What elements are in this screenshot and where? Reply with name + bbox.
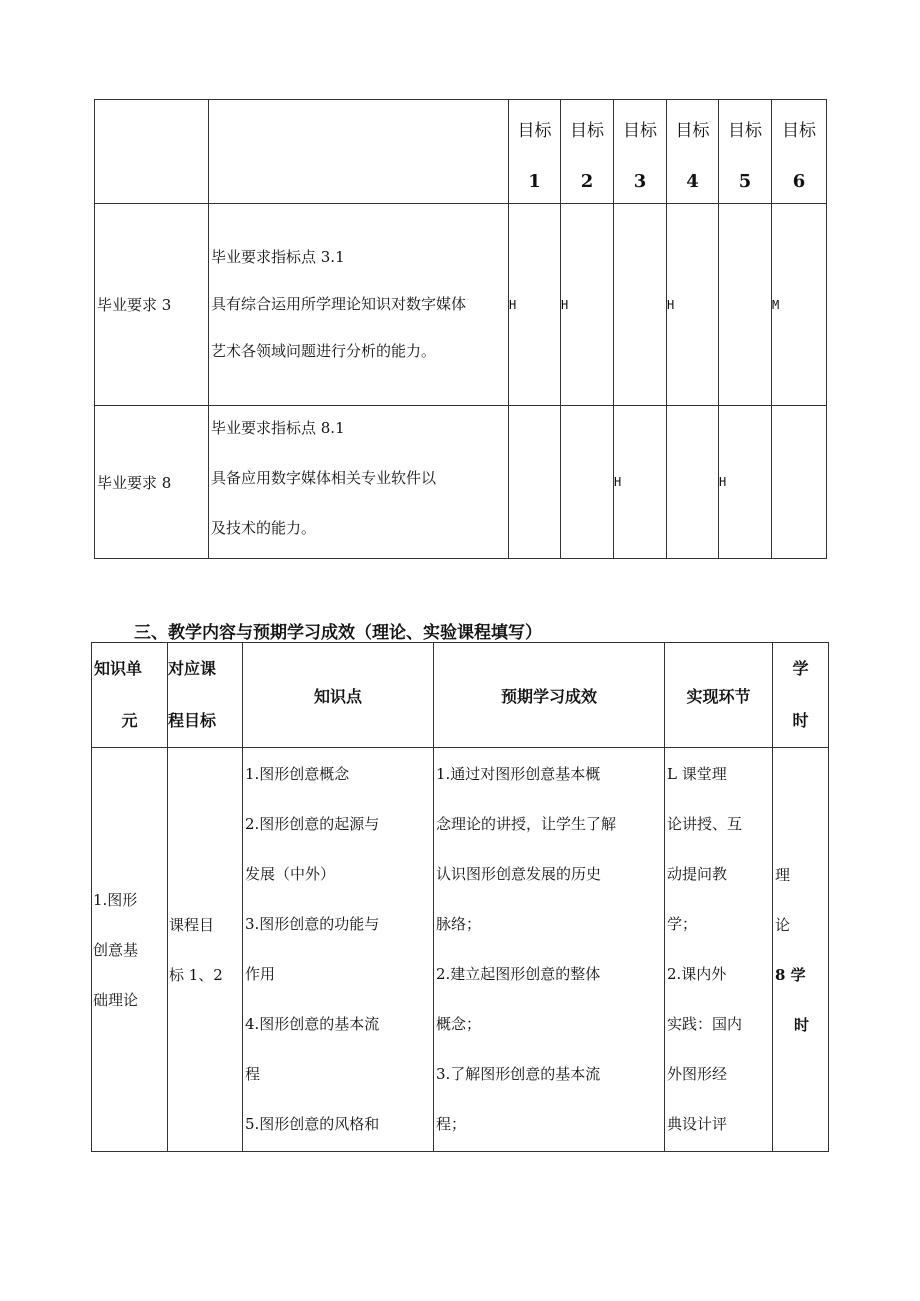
implementation-cell: L 课堂理 论讲授、互 动提问教 学； 2.课内外 实践：国内 外图形经 典设计评 — [665, 748, 773, 1152]
requirement-label: 毕业要求 8 — [95, 406, 209, 559]
goal-2-header: 目标 2 — [561, 100, 614, 204]
level-cell — [667, 406, 719, 559]
header-expected-outcome: 预期学习成效 — [434, 643, 665, 748]
hours-cell: 理 论 8 学 时 — [773, 748, 829, 1152]
empty-header-cell — [95, 100, 209, 204]
level-cell — [719, 204, 772, 406]
section-heading: 三、教学内容与预期学习成效（理论、实验课程填写） — [134, 623, 542, 643]
expected-outcomes-cell: 1.通过对图形创意基本概 念理论的讲授，让学生了解 认识图形创意发展的历史 脉络； 2.建立起图形创意的整体 概念； 3.了解图形创意的基本流 程； — [434, 748, 665, 1152]
level-cell: M — [772, 204, 827, 406]
content-header-row — [92, 643, 829, 748]
knowledge-unit-cell: 1.图形 创意基 础理论 — [92, 748, 168, 1152]
requirement-row — [95, 204, 827, 406]
level-cell — [509, 406, 561, 559]
level-cell: H — [509, 204, 561, 406]
indicator-cell: 毕业要求指标点 8.1 具备应用数字媒体相关专业软件以 及技术的能力。 — [209, 406, 509, 559]
content-table — [91, 642, 829, 1152]
empty-header-cell — [209, 100, 509, 204]
level-cell — [614, 204, 667, 406]
goal-6-header: 目标 6 — [772, 100, 827, 204]
goal-3-header: 目标 3 — [614, 100, 667, 204]
content-row — [92, 748, 829, 1152]
goal-4-header: 目标 4 — [667, 100, 719, 204]
indicator-cell: 毕业要求指标点 3.1 具有综合运用所学理论知识对数字媒体 艺术各领域问题进行分析的能力。 — [209, 204, 509, 406]
level-cell — [561, 406, 614, 559]
course-goal-cell: 课程目 标 1、2 — [168, 748, 243, 1152]
objectives-table — [94, 99, 827, 559]
level-cell — [772, 406, 827, 559]
goal-5-header: 目标 5 — [719, 100, 772, 204]
header-hours: 学 时 — [773, 643, 829, 748]
header-course-goal: 对应课 程目标 — [168, 643, 243, 748]
header-knowledge-point: 知识点 — [243, 643, 434, 748]
requirement-label: 毕业要求 3 — [95, 204, 209, 406]
header-knowledge-unit: 知识单 元 — [92, 643, 168, 748]
level-cell: H — [719, 406, 772, 559]
level-cell: H — [667, 204, 719, 406]
goal-1-header: 目标 1 — [509, 100, 561, 204]
level-cell: H — [614, 406, 667, 559]
level-cell: H — [561, 204, 614, 406]
header-implementation: 实现环节 — [665, 643, 773, 748]
requirement-row — [95, 406, 827, 559]
knowledge-points-cell: 1.图形创意概念 2.图形创意的起源与 发展（中外） 3.图形创意的功能与 作用 4.图形创意的基本流 程 5.图形创意的风格和 — [243, 748, 434, 1152]
objectives-header-row — [95, 100, 827, 204]
